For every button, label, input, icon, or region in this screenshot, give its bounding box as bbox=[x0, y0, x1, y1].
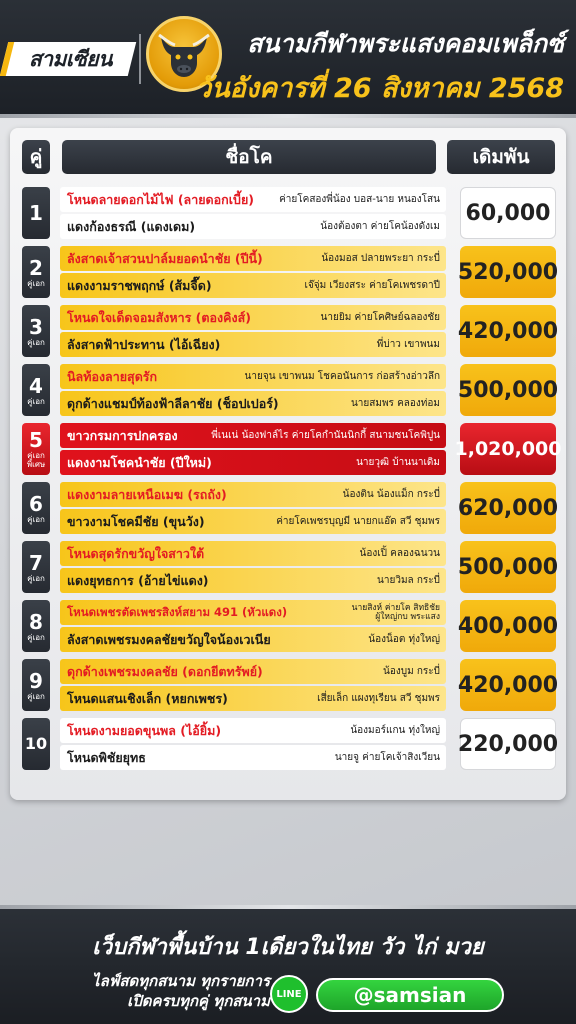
bull-1 bbox=[60, 482, 446, 507]
bull-2 bbox=[60, 214, 446, 239]
match-number: 6 bbox=[29, 491, 43, 516]
match-tag: คู่เอก bbox=[27, 514, 45, 524]
line-id-button[interactable]: @samsian bbox=[316, 978, 504, 1012]
match-number: 9 bbox=[29, 668, 43, 693]
match-row-1 bbox=[22, 187, 556, 239]
bet-amount: 60,000 bbox=[460, 187, 556, 239]
bull-2-owner: นายจู ค่ายโคเจ้าสิงเวียน bbox=[334, 752, 440, 763]
brand-logo bbox=[0, 42, 136, 76]
live-line-2: เปิดครบทุกคู่ ทุกสนาม bbox=[127, 992, 270, 1010]
event-date: วันอังคารที่ 26 สิงหาคม 2568 bbox=[196, 73, 564, 104]
bet-amount: 420,000 bbox=[460, 305, 556, 357]
bull-1-owner: นายจุน เขาพนม โชคอนันการ ก่อสร้างอ่าวลึก bbox=[244, 371, 440, 382]
bull-2 bbox=[60, 627, 446, 652]
match-number-badge bbox=[22, 541, 50, 593]
bull-1 bbox=[60, 659, 446, 684]
bull-1-name: โหนดลายดอกไม้ไฟ (ลายดอกเบี้ย) bbox=[67, 191, 254, 207]
bull-2-name: ลังสาดฟ้าประทาน (ไอ้เฉียง) bbox=[67, 336, 221, 352]
match-number: 7 bbox=[29, 550, 43, 575]
bull-2-name: โหนดแสนเชิงเล็ก (หยกเพชร) bbox=[67, 690, 228, 706]
bull-1 bbox=[60, 600, 446, 625]
bet-amount: 220,000 bbox=[460, 718, 556, 770]
bull-1-name: นิลท้องลายสุดรัก bbox=[67, 368, 158, 384]
bull-2 bbox=[60, 273, 446, 298]
bull-1 bbox=[60, 246, 446, 271]
bull-2 bbox=[60, 686, 446, 711]
bull-2-name: แดงงามราชพฤกษ์ (ส้มจี๊ด) bbox=[67, 277, 212, 293]
bull-1-name: ขาวกรมการปกครอง bbox=[67, 427, 178, 443]
bull-2-owner: นายวิมล กระบี่ bbox=[377, 575, 440, 586]
match-number: 4 bbox=[29, 373, 43, 398]
bull-1 bbox=[60, 423, 446, 448]
match-pair bbox=[60, 482, 446, 534]
bull-2-name: แดงงามโชคนำชัย (ปีใหม่) bbox=[67, 454, 212, 470]
bull-1 bbox=[60, 718, 446, 743]
match-number-badge bbox=[22, 718, 50, 770]
bull-2-owner: ค่ายโคเพชรบุญมี นายกแอ๊ด สวี ชุมพร bbox=[276, 516, 440, 527]
match-row-5 bbox=[22, 423, 562, 475]
match-number-badge bbox=[22, 423, 50, 475]
match-row-10 bbox=[22, 718, 559, 770]
bull-1-owner: น้องเปิ้ คลองฉนวน bbox=[359, 548, 440, 559]
bull-1-owner: น้องมอร์แกน ทุ่งใหญ่ bbox=[350, 725, 440, 736]
bet-amount: 620,000 bbox=[460, 482, 556, 534]
match-number: 10 bbox=[24, 734, 48, 753]
bull-2-owner: น้องน็อต ทุ่งใหญ่ bbox=[368, 634, 440, 645]
bull-2-owner: น้องต้องตา ค่ายโคน้องดังเม bbox=[320, 221, 440, 232]
header bbox=[0, 0, 576, 118]
match-number: 1 bbox=[29, 201, 43, 225]
bull-1-owner: น้องมอส ปลายพระยา กระบี่ bbox=[321, 253, 440, 264]
match-row-4 bbox=[22, 364, 559, 416]
bull-1-name: โหนดเพชรตัดเพชรสิงห์สยาม 491 (หัวแดง) bbox=[67, 604, 288, 619]
bull-1-name: โหนดใจเด็ดจอมสังหาร (ตองคิงส์) bbox=[67, 309, 251, 325]
bet-amount: 520,000 bbox=[460, 246, 556, 298]
bull-2 bbox=[60, 745, 446, 770]
bull-1 bbox=[60, 305, 446, 330]
bull-2-owner: พี่บ่าว เขาพนม bbox=[376, 339, 440, 350]
match-number-badge bbox=[22, 364, 50, 416]
footer bbox=[0, 905, 576, 1024]
bull-2 bbox=[60, 568, 446, 593]
match-row-9 bbox=[22, 659, 559, 711]
match-pair bbox=[60, 541, 446, 593]
match-pair bbox=[60, 718, 446, 770]
bet-amount: 500,000 bbox=[460, 541, 556, 593]
match-pair bbox=[60, 305, 446, 357]
match-number-badge bbox=[22, 600, 50, 652]
match-number: 3 bbox=[29, 314, 43, 339]
bull-1-owner: ค่ายโคสองพี่น้อง บอส-นาย หนองโสน bbox=[279, 194, 440, 205]
column-header-bet: เดิมพัน bbox=[447, 140, 555, 174]
bull-1-owner: น้องติน น้องแม็ก กระบี่ bbox=[342, 489, 440, 500]
bull-1-owner: พี่เนเน่ น้องฟาล์ไร ค่ายโคกำนันนิกกี้ สนามชนโคพิปูน bbox=[211, 430, 440, 441]
match-card bbox=[10, 128, 566, 800]
match-tag: คู่เอก bbox=[27, 337, 45, 347]
bull-1-owner: นายสิงห์ ค่ายโค สิทธิชัยผู้ใหญ่กบ พระแสง bbox=[351, 602, 440, 622]
bull-1-name: แดงงามลายเหนือเมฆ (รถถัง) bbox=[67, 486, 227, 502]
match-tag: คู่เอก bbox=[27, 396, 45, 406]
bull-1-owner: นายยิม ค่ายโคศิษย์ฉลองชัย bbox=[320, 312, 440, 323]
bull-2 bbox=[60, 391, 446, 416]
line-app-icon[interactable]: LINE bbox=[270, 975, 308, 1013]
bull-2-name: ลังสาดเพชรมงคลชัยขวัญใจน้องเวเนีย bbox=[67, 631, 271, 647]
bull-2-name: ขาวงามโชคมีชัย (ขุนวัง) bbox=[67, 513, 205, 529]
match-number-badge bbox=[22, 659, 50, 711]
match-number-badge bbox=[22, 187, 50, 239]
match-number: 5 bbox=[29, 428, 43, 452]
match-row-6 bbox=[22, 482, 559, 534]
match-tag: คู่เอก bbox=[27, 278, 45, 288]
bull-2-name: แดงยุทธการ (อ้ายไข่แดง) bbox=[67, 572, 209, 588]
bull-1-owner: น้องบูม กระบี่ bbox=[383, 666, 440, 677]
live-info bbox=[60, 971, 270, 1011]
match-number-badge bbox=[22, 246, 50, 298]
bull-1-name: ดุกด้างเพชรมงคลชัย (ดอกยีตทรัพย์) bbox=[67, 663, 263, 679]
bull-2 bbox=[60, 509, 446, 534]
match-number-badge bbox=[22, 305, 50, 357]
match-pair bbox=[60, 187, 446, 239]
divider bbox=[139, 34, 141, 84]
match-number-badge bbox=[22, 482, 50, 534]
bet-amount: 1,020,000 bbox=[460, 423, 556, 475]
match-row-7 bbox=[22, 541, 559, 593]
match-pair bbox=[60, 364, 446, 416]
bet-amount: 500,000 bbox=[460, 364, 556, 416]
bull-2-name: ดุกด้างแชมป์ท้องฟ้าลีลาชัย (ช็อปเปอร์) bbox=[67, 395, 279, 411]
match-pair bbox=[60, 659, 446, 711]
bet-amount: 420,000 bbox=[460, 659, 556, 711]
match-tag: คู่เอก bbox=[27, 573, 45, 583]
column-header-name: ชื่อโค bbox=[62, 140, 436, 174]
match-row-2 bbox=[22, 246, 559, 298]
match-row-3 bbox=[22, 305, 559, 357]
bull-2 bbox=[60, 450, 446, 475]
column-header-number: คู่ bbox=[22, 140, 50, 174]
stadium-title: สนามกีฬาพระแสงคอมเพล็กซ์ bbox=[247, 29, 564, 58]
bull-1-name: โหนดสุดรักขวัญใจสาวใต้ bbox=[67, 545, 205, 561]
bull-1 bbox=[60, 364, 446, 389]
match-tag: คู่เอกพิเศษ bbox=[26, 451, 46, 469]
bull-1 bbox=[60, 541, 446, 566]
bull-2-name: แดงก้องธรณี (แดงเดม) bbox=[67, 218, 196, 234]
brand-name: สามเซียน bbox=[29, 46, 113, 71]
match-number: 2 bbox=[29, 255, 43, 280]
bull-1 bbox=[60, 187, 446, 212]
bull-2 bbox=[60, 332, 446, 357]
bull-1-name: โหนดงามยอดขุนพล (ไอ้ยิ้ม) bbox=[67, 722, 222, 738]
match-number: 8 bbox=[29, 609, 43, 634]
bet-amount: 400,000 bbox=[460, 600, 556, 652]
bull-2-name: โหนดพิชัยยุทธ bbox=[67, 749, 146, 765]
match-row-8 bbox=[22, 600, 559, 652]
match-pair bbox=[60, 600, 446, 652]
bull-2-owner: นายสมพร คลองท่อม bbox=[350, 398, 440, 409]
match-pair bbox=[60, 423, 446, 475]
bull-1-name: ลังสาดเจ้าสวนปาล์มยอดนำชัย (ปีนี้) bbox=[67, 250, 263, 266]
slogan: เว็บกีฬาพื้นบ้าน 1เดียวในไทย วัว ไก่ มวย bbox=[92, 935, 484, 960]
bull-2-owner: เจ๊จุ่ม เวียงสระ ค่ายโคเพชรดาปี bbox=[304, 280, 440, 291]
match-pair bbox=[60, 246, 446, 298]
match-tag: คู่เอก bbox=[27, 691, 45, 701]
match-tag: คู่เอก bbox=[27, 632, 45, 642]
bull-2-owner: นายวุฒิ บ้านนาเดิม bbox=[356, 457, 440, 468]
live-line-1: ไลฟ์สดทุกสนาม ทุกรายการ bbox=[92, 972, 270, 990]
bull-2-owner: เสี่ยเล็ก แผงทุเรียน สวี ชุมพร bbox=[317, 693, 440, 704]
